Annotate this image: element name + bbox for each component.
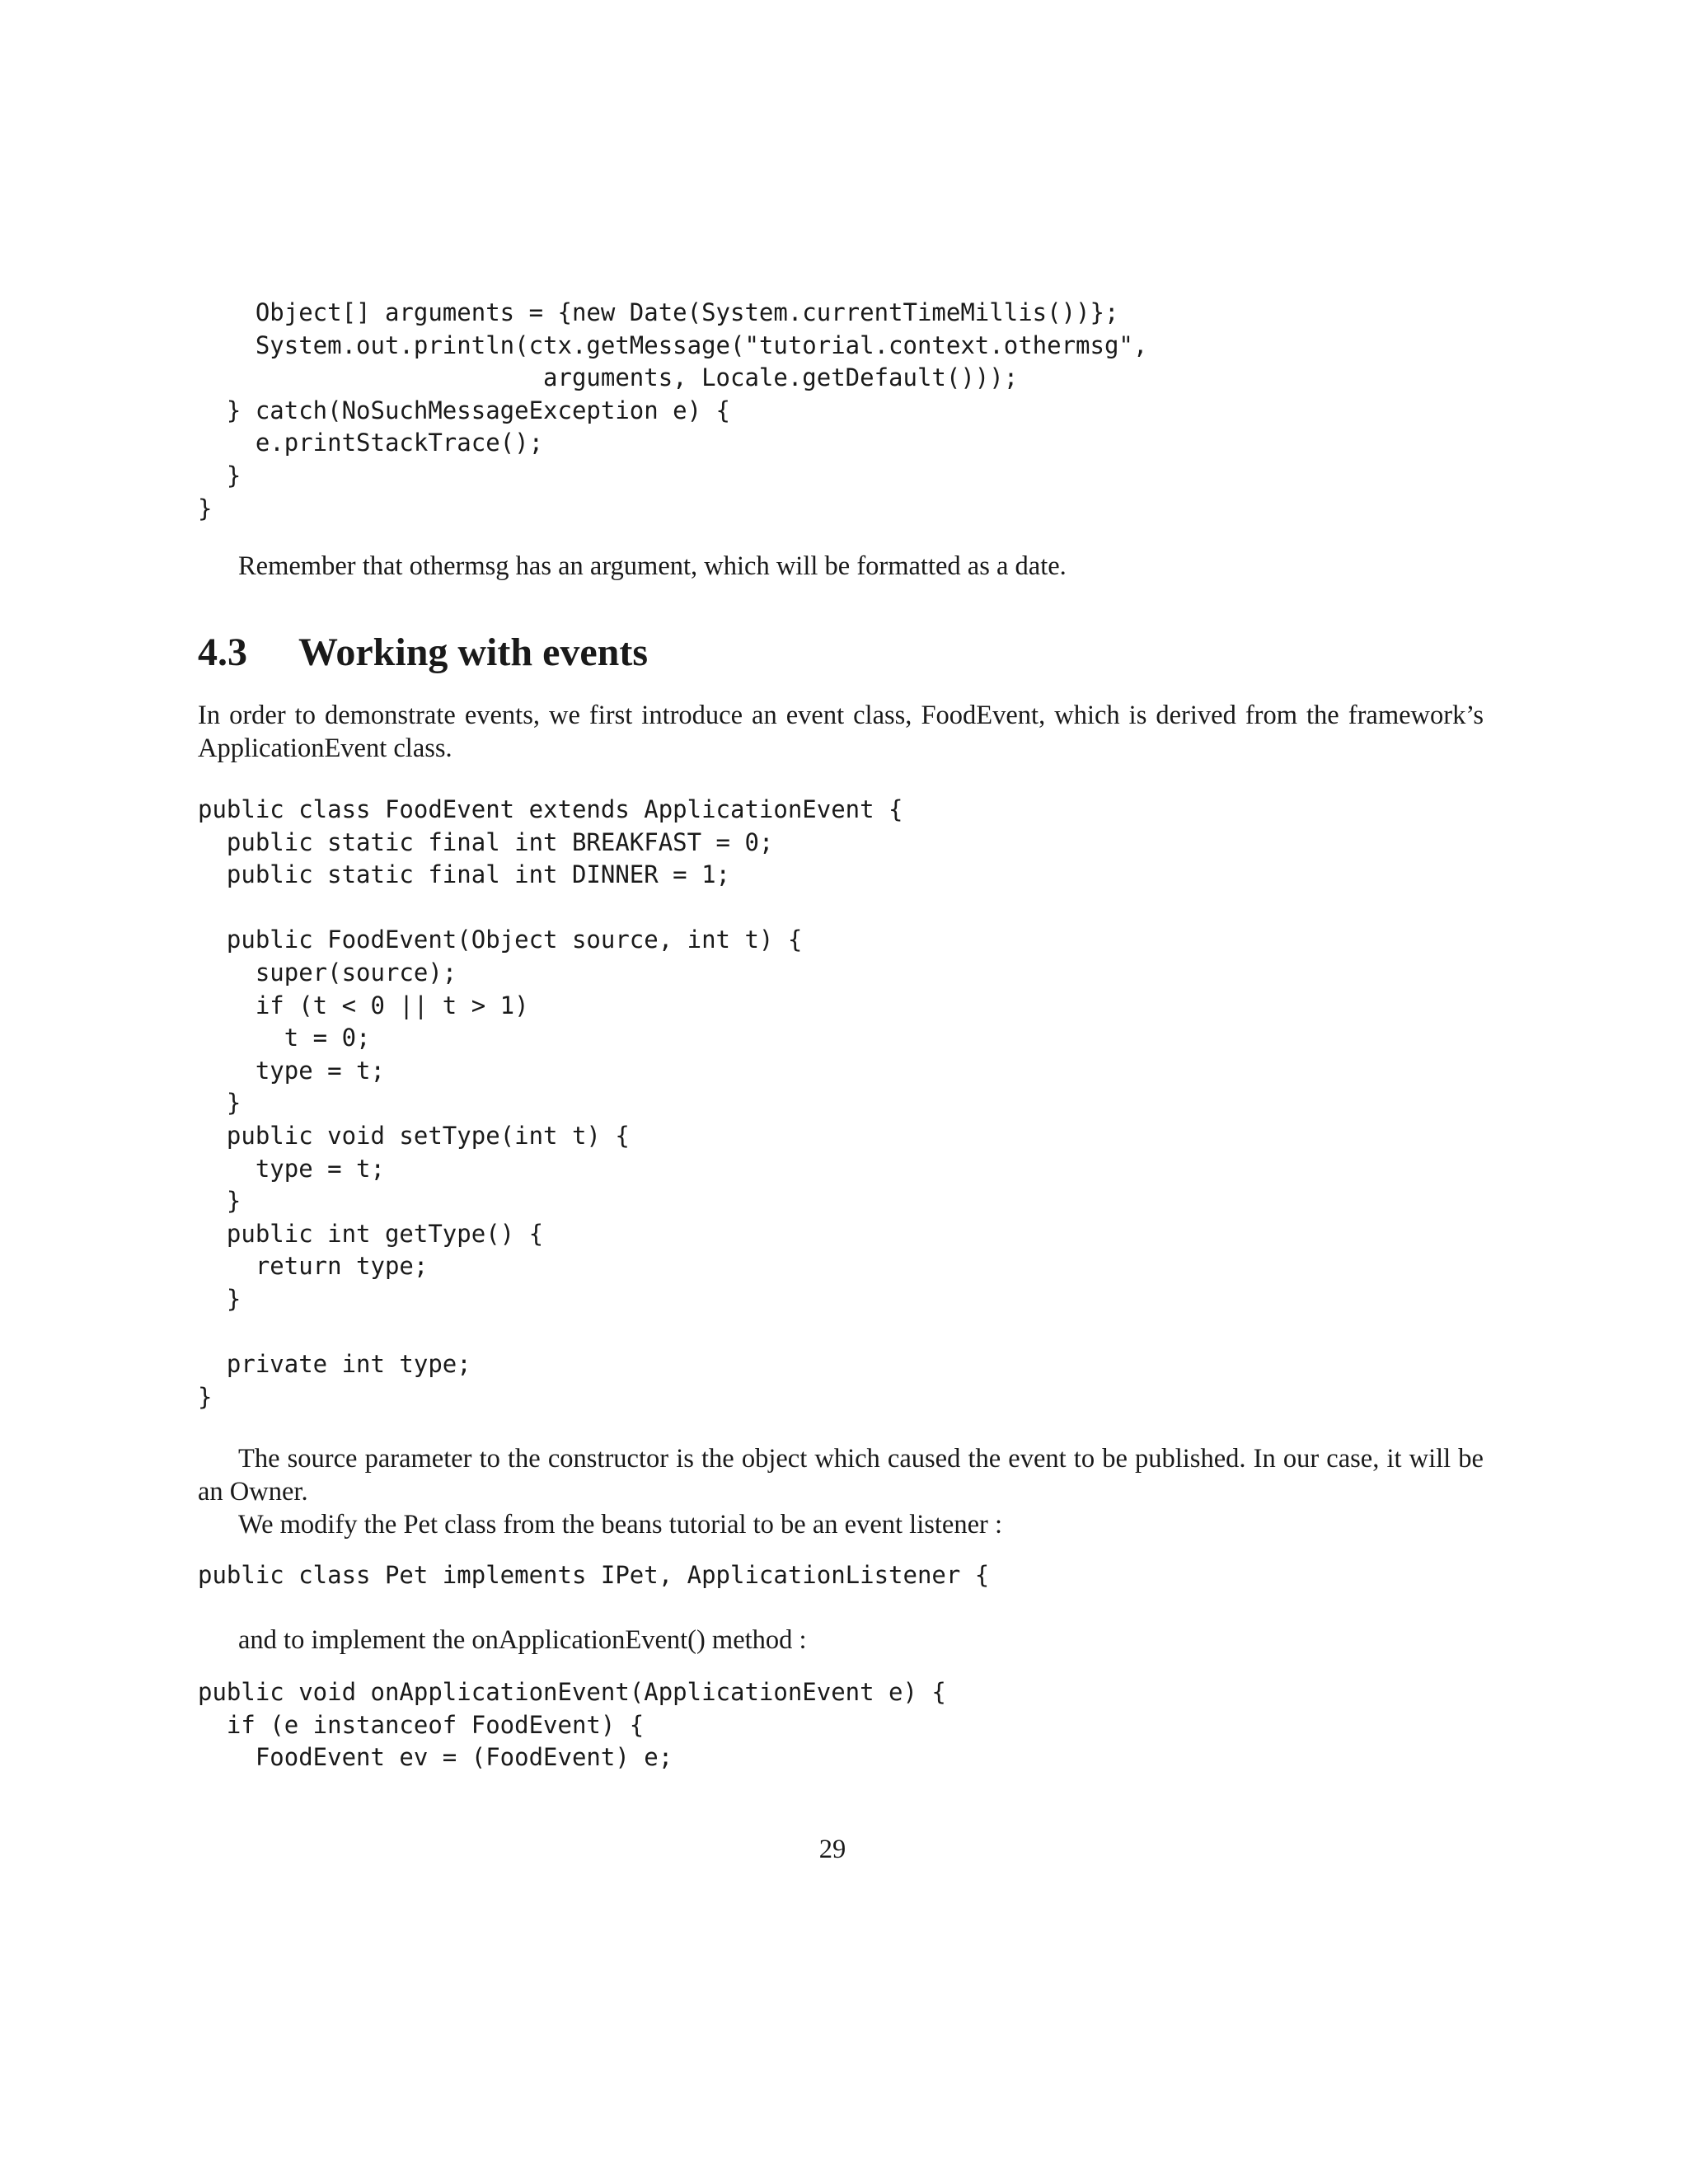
code-block-onapplicationevent: public void onApplicationEvent(ApplicationEvent e) { if (e instanceof FoodEvent) { FoodEvent ev = (FoodEvent) e; xyxy=(198,1678,946,1772)
paragraph-source-parameter: The source parameter to the constructor is the object which caused the event to be published. In our case, it will be an Owner. xyxy=(198,1444,1484,1507)
section-number: 4.3 xyxy=(198,630,247,674)
paragraph-othermsg-note: Remember that othermsg has an argument, which will be formatted as a date. xyxy=(238,551,1067,581)
section-title: Working with events xyxy=(298,630,649,674)
code-block-foodevent-class: public class FoodEvent extends ApplicationEvent { public static final int BREAKFAST = 0; public static final int DINNER = 1; public FoodEvent(Object source, int t) { super(source); if (t < 0 || t > 1) t = 0; type = t; } public void setType(int t) { type = t; } public int getType() { return type; } private int type; } xyxy=(198,795,903,1411)
code-block-message-catch: Object[] arguments = {new Date(System.currentTimeMillis())}; System.out.println(ctx.getMessage("tutorial.context.othermsg", arguments, Locale.getDefault())); } catch(NoSuchMessageException e) { e.printStackTrace(); } } xyxy=(198,298,1148,523)
paragraph-onapplicationevent: and to implement the onApplicationEvent() method : xyxy=(238,1625,807,1655)
paragraph-events-intro: In order to demonstrate events, we first introduce an event class, FoodEvent, which is derived from the framework’s ApplicationEvent class. xyxy=(198,701,1484,763)
page-number: 29 xyxy=(818,1835,846,1864)
section-heading xyxy=(198,628,648,677)
paragraph-pet-listener: We modify the Pet class from the beans tutorial to be an event listener : xyxy=(238,1510,1002,1540)
code-block-pet-declaration: public class Pet implements IPet, ApplicationListener { xyxy=(198,1561,990,1589)
